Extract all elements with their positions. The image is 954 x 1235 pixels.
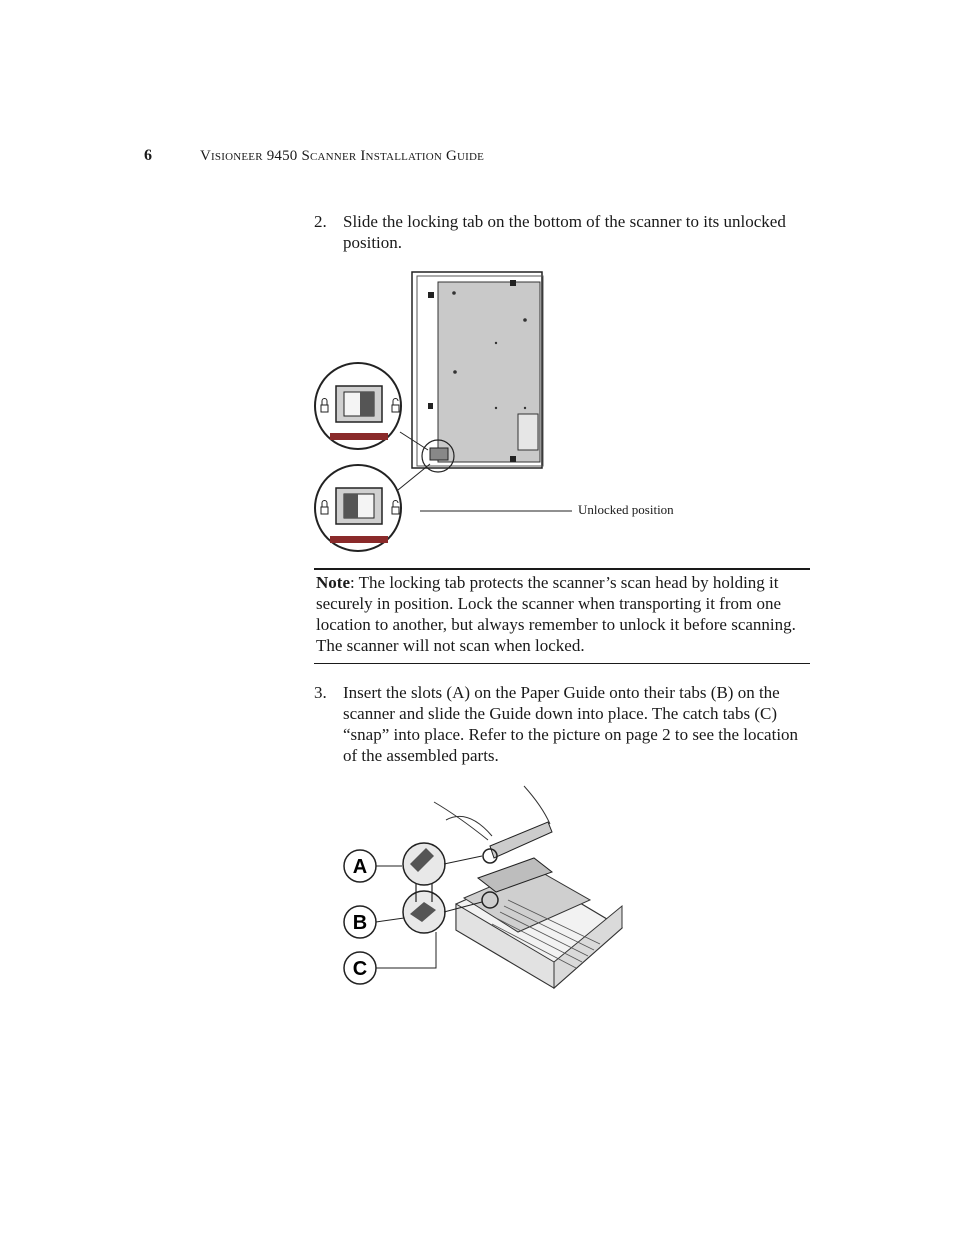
label-c-marker [344,932,436,984]
scanner-bottom-view [412,272,543,472]
step-3-number: 3. [314,683,327,702]
step-3 [314,682,814,766]
page-header [144,147,484,165]
step-2-text: Slide the locking tab on the bottom of the scanner to its unlocked position. [343,212,786,252]
scanner-bottom-figure [310,268,580,558]
unlocked-position-callout: Unlocked position [578,502,674,517]
step-2-number: 2. [314,212,327,231]
note-text: : The locking tab protects the scanner’s scan head by holding it securely in position. Lock the scanner when transporting it from one location to another, but always remember to unlock it before scanning. The scanner will not scan when locked. [316,573,796,655]
note-box [314,568,810,664]
label-c: C [352,958,368,980]
label-b: B [352,912,368,934]
step-3-text: Insert the slots (A) on the Paper Guide onto their tabs (B) on the scanner and slide the Guide down into place. The catch tabs (C) “snap” into place. Refer to the picture on page 2 to see the location of the assembled parts. [343,683,799,765]
paper-guide [490,822,552,858]
locking-tab-slider [344,494,358,518]
locked-position-detail [315,363,428,450]
scanner-illustration [434,786,622,988]
page-number: 6 [144,147,153,164]
label-b-marker [344,906,404,938]
note-label: Note [316,573,350,592]
paper-guide-figure [338,780,630,996]
step-2 [314,211,814,253]
detail-a [403,843,482,885]
label-a-marker [344,850,402,882]
running-title: Visioneer 9450 Scanner Installation Guide [200,148,485,164]
locking-tab-slider [360,392,374,416]
label-a: A [352,856,368,878]
unlocked-position-detail [315,464,430,551]
